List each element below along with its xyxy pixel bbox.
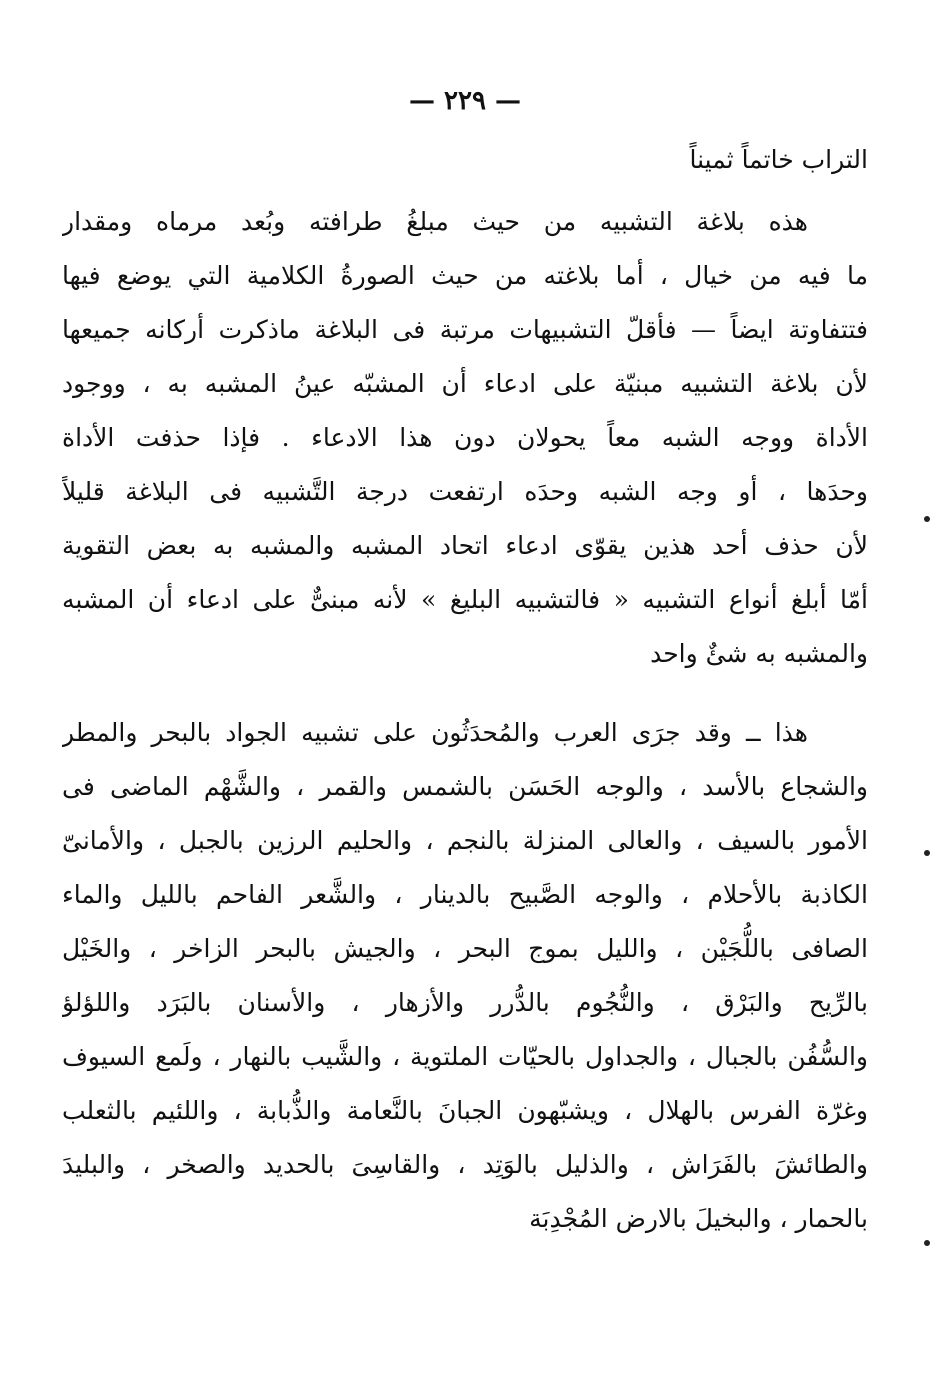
text-line: والسُّفُن بالجبال ، والجداول بالحيّات الملتوية ، والشَّيب بالنهار ، ولَمع السيوف	[62, 1042, 868, 1071]
margin-dot-mark	[924, 516, 930, 522]
text-line: التراب خاتماً ثميناً	[689, 145, 868, 174]
text-line: وغرّة الفرس بالهلال ، ويشبّهون الجبانَ بالنَّعامة والذُّبابة ، واللئيم بالثعلب	[62, 1096, 868, 1125]
paragraph-tashbih-eloquence	[62, 195, 868, 681]
paragraph-arab-similes	[62, 706, 868, 1246]
text-line: وحدَها ، أو وجه الشبه وحدَه ارتفعت درجة التَّشبيه فى البلاغة قليلاً	[62, 477, 868, 506]
text-line: الأمور بالسيف ، والعالى المنزلة بالنجم ، والحليم الرزين بالجبل ، والأمانىّ	[62, 826, 868, 855]
text-line: ما فيه من خيال ، أما بلاغته من حيث الصورةُ الكلامية التي يوضع فيها	[62, 261, 868, 290]
text-line: فتتفاوتة ايضاً — فأقلّ التشبيهات مرتبة فى البلاغة ماذكرت أركانه جميعها	[62, 315, 868, 344]
paragraph-continuation	[62, 133, 868, 187]
text-line: هذه بلاغة التشبيه من حيث مبلغُ طرافته وبُعد مرماه ومقدار	[62, 207, 808, 236]
text-line: الكاذبة بالأحلام ، والوجه الصَّبيح بالدينار ، والشَّعر الفاحم بالليل والماء	[62, 880, 868, 909]
text-line: بالرِّيح والبَرْق ، والنُّجُوم بالدُّرر والأزهار ، والأسنان بالبَرَد واللؤلؤ	[62, 988, 868, 1017]
text-line: الصافى باللُّجَيْن ، والليل بموج البحر ، والجيش بالبحر الزاخر ، والخَيْل	[62, 934, 868, 963]
text-line: والمشبه به شئٌ واحد	[650, 639, 868, 668]
text-line: أمّا أبلغ أنواع التشبيه « فالتشبيه البليغ » لأنه مبنىٌّ على ادعاء أن المشبه	[62, 585, 868, 614]
text-line: لأن بلاغة التشبيه مبنيّة على ادعاء أن المشبّه عينُ المشبه به ، ووجود	[62, 369, 868, 398]
margin-dot-mark	[924, 1240, 930, 1246]
text-line: والطائشَ بالفَرَاش ، والذليل بالوَتِد ، والقاسِىَ بالحديد والصخر ، والبليدَ	[62, 1150, 868, 1179]
text-line: والشجاع بالأسد ، والوجه الحَسَن بالشمس والقمر ، والشَّهْم الماضى فى	[62, 772, 868, 801]
text-line: لأن حذف أحد هذين يقوّى ادعاء اتحاد المشبه والمشبه به بعض التقوية	[62, 531, 868, 560]
page-number: — ٢٢٩ —	[408, 86, 522, 116]
text-line: الأداة ووجه الشبه معاً يحولان دون هذا الادعاء . فإذا حذفت الأداة	[62, 423, 868, 452]
text-line: هذا ــ وقد جرَى العرب والمُحدَثُون على تشبيه الجواد بالبحر والمطر	[62, 718, 808, 747]
margin-dot-mark	[924, 850, 930, 856]
text-line: بالحمار ، والبخيلَ بالارض المُجْدِبَة	[529, 1204, 868, 1233]
